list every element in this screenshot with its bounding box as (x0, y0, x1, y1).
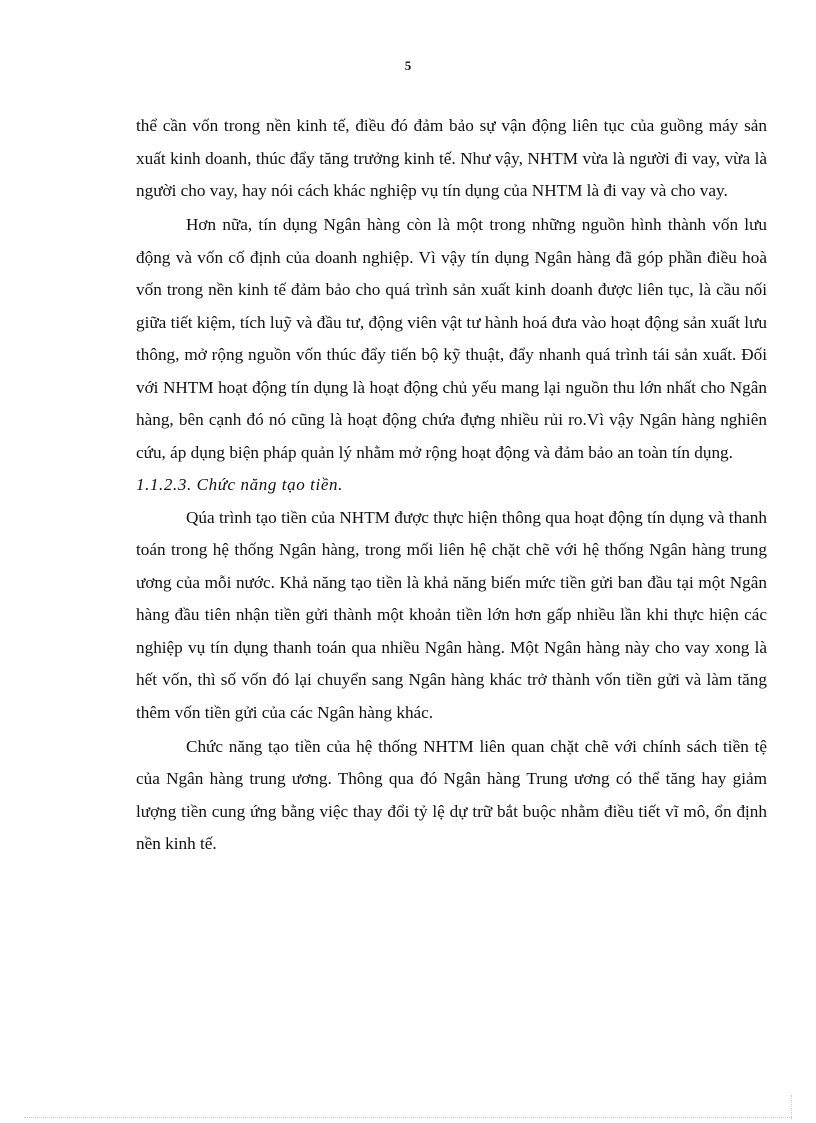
paragraph-money-creation-process: Qúa trình tạo tiền của NHTM được thực hiện thông qua hoạt động tín dụng và thanh toán trong hệ thống Ngân hàng, trong mối liên hệ chặt chẽ với hệ thống Ngân hàng trung ương của mỗi nước. Khả năng tạo tiền là khả năng biến mức tiền gửi ban đầu tại một Ngân hàng đầu tiên nhận tiền gửi thành một khoản tiền lớn hơn gấp nhiều lần khi thực hiện các nghiệp vụ tín dụng thanh toán qua nhiều Ngân hàng. Một Ngân hàng này cho vay xong là hết vốn, thì số vốn đó lại chuyển sang Ngân hàng khác trở thành vốn tiền gửi và làm tăng thêm vốn tiền gửi của các Ngân hàng khác. (136, 507, 767, 722)
section-heading: 1.1.2.3. Chức năng tạo tiền. (136, 475, 343, 494)
page-bottom-border (24, 1117, 792, 1118)
paragraph-credit-role: Hơn nữa, tín dụng Ngân hàng còn là một trong những nguồn hình thành vốn lưu động và vốn cố định của doanh nghiệp. Vì vậy tín dụng Ngân hàng đã góp phần điều hoà vốn trong nền kinh tế đảm bảo cho quá trình sản xuất kinh doanh được liên tục, là cầu nối giữa tiết kiệm, tích luỹ và đầu tư, động viên vật tư hành hoá đưa vào hoạt động sản xuất lưu thông, mở rộng nguồn vốn thúc đẩy tiến bộ kỹ thuật, đẩy nhanh quá trình tái sản xuất. Đối với NHTM hoạt động tín dụng là hoạt động chủ yếu mang lại nguồn thu lớn nhất cho Ngân hàng, bên cạnh đó nó cũng là hoạt động chứa đựng nhiều rủi ro.Vì vậy Ngân hàng nghiên cứu, áp dụng biện pháp quản lý nhằm mở rộng hoạt động và đảm bảo an toàn tín dụng. (136, 215, 767, 462)
paragraph-money-creation-policy: Chức năng tạo tiền của hệ thống NHTM liên quan chặt chẽ với chính sách tiền tệ của Ngân hàng trung ương. Thông qua đó Ngân hàng Trung ương có thể tăng hay giảm lượng tiền cung ứng bằng việc thay đổi tỷ lệ dự trữ bắt buộc nhằm điều tiết vĩ mô, ổn định nền kinh tế. (136, 736, 767, 853)
page-corner-border (791, 1095, 792, 1119)
paragraph-continuation: thể cần vốn trong nền kinh tế, điều đó đảm bảo sự vận động liên tục của guồng máy sản xuất kinh doanh, thúc đẩy tăng trưởng kinh tế. Như vậy, NHTM vừa là người đi vay, vừa là người cho vay, hay nói cách khác nghiệp vụ tín dụng của NHTM là đi vay và cho vay. (136, 116, 767, 200)
page-number: 5 (404, 58, 412, 73)
document-body (136, 110, 767, 861)
